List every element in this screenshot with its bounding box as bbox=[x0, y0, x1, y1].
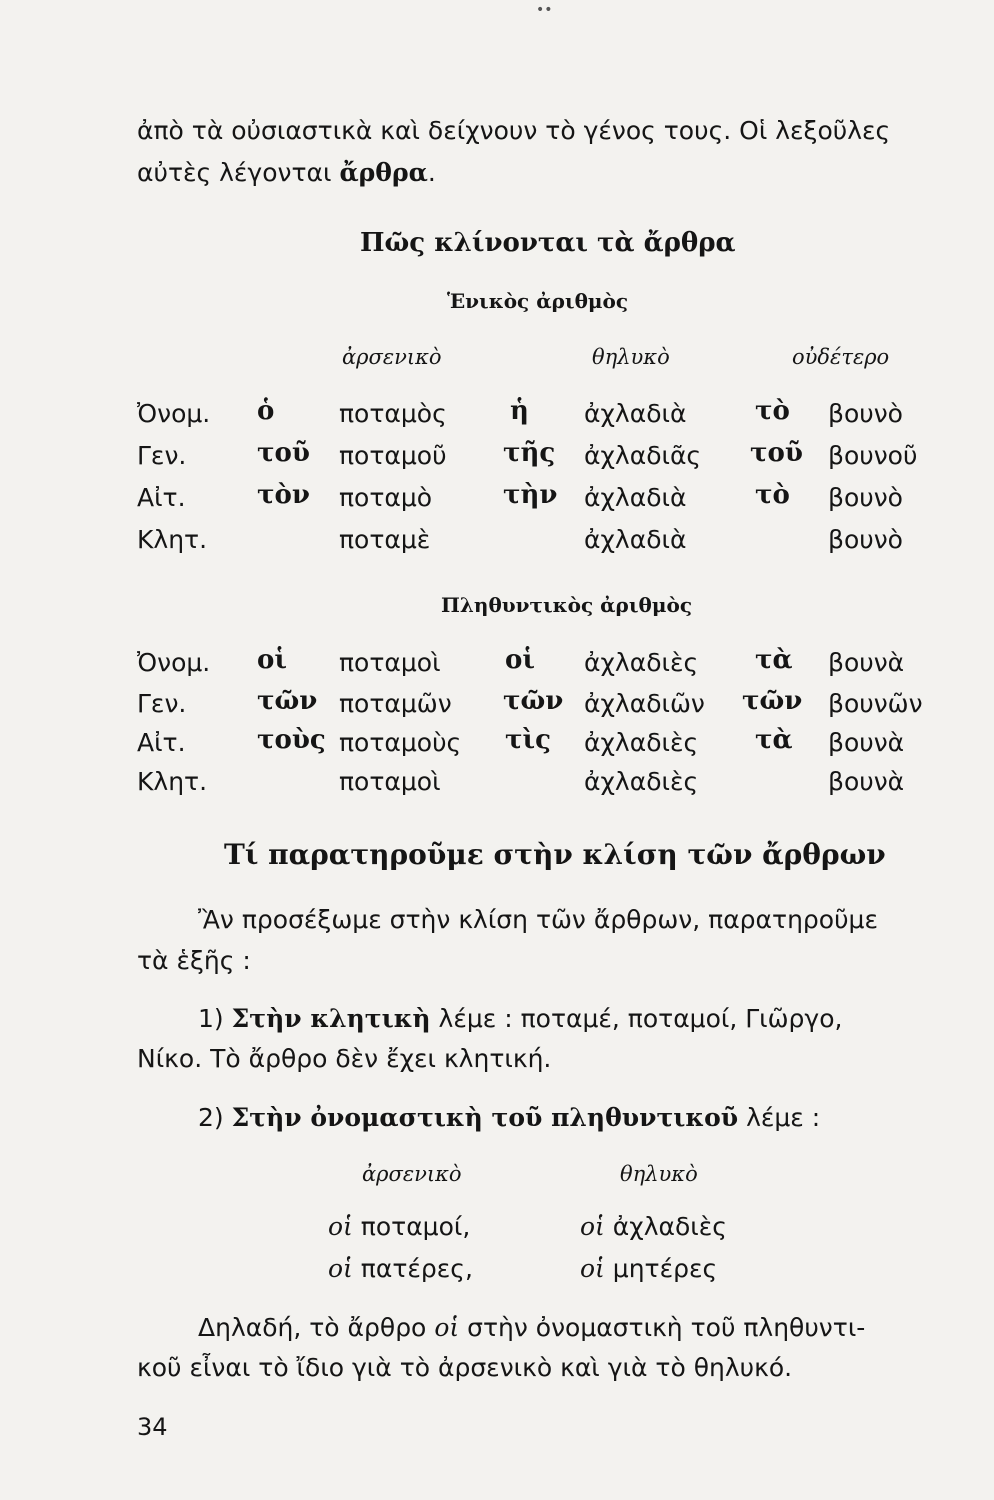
case-label: Γεν. bbox=[137, 689, 187, 718]
example-noun: ποταμοί, bbox=[352, 1212, 471, 1241]
article-masculine: ὁ bbox=[257, 396, 275, 426]
article-feminine: τῶν bbox=[503, 686, 564, 716]
observe-line-1: Ἂν προσέξωμε στὴν κλίση τῶν ἄρθρων, παρατηροῦμε bbox=[198, 905, 878, 934]
case-label: Κλητ. bbox=[137, 767, 208, 796]
intro-line-1: ἀπὸ τὰ οὐσιαστικὰ καὶ δείχνουν τὸ γένος τους. Οἱ λεξοῦλες bbox=[137, 116, 891, 145]
conclusion-text: Δηλαδή, τὸ ἄρθρο bbox=[198, 1313, 435, 1342]
noun-neuter: βουνὸ bbox=[828, 483, 903, 512]
noun-masculine: ποταμὸ bbox=[339, 483, 433, 512]
example-noun: πατέρες, bbox=[352, 1254, 473, 1283]
article-neuter: τὰ bbox=[755, 645, 793, 675]
example-gender-feminine: θηλυκὸ bbox=[620, 1162, 698, 1186]
gender-feminine: θηλυκὸ bbox=[592, 345, 670, 369]
term-arthra: ἄρθρα bbox=[339, 158, 428, 187]
article-masculine: τοῦ bbox=[257, 438, 310, 468]
noun-neuter: βουνὸ bbox=[828, 399, 903, 428]
article-neuter: τὸ bbox=[755, 480, 790, 510]
article-neuter: τὸ bbox=[755, 396, 790, 426]
plural-heading: Πληθυντικὸς ἀριθμὸς bbox=[441, 593, 693, 617]
observe-line-2: τὰ ἑξῆς : bbox=[137, 946, 251, 975]
observation-item-2 bbox=[198, 1103, 820, 1132]
gender-neuter: οὐδέτερο bbox=[792, 345, 890, 369]
noun-neuter: βουνὰ bbox=[828, 728, 905, 757]
noun-neuter: βουνὰ bbox=[828, 767, 905, 796]
article-neuter: τοῦ bbox=[750, 438, 803, 468]
observation-item-1-line-2: Νίκο. Τὸ ἄρθρο δὲν ἔχει κλητική. bbox=[137, 1044, 552, 1073]
example-row bbox=[328, 1254, 473, 1283]
noun-feminine: ἀχλαδιὰ bbox=[584, 399, 687, 428]
noun-masculine: ποταμὲ bbox=[339, 525, 431, 554]
noun-neuter: βουνὰ bbox=[828, 648, 905, 677]
article-masculine: τοὺς bbox=[257, 725, 326, 755]
example-article: οἱ bbox=[580, 1254, 605, 1283]
conclusion-line-1 bbox=[198, 1313, 865, 1342]
example-gender-masculine: ἀρσενικὸ bbox=[362, 1162, 462, 1186]
gender-masculine: ἀρσενικὸ bbox=[342, 345, 442, 369]
singular-heading: Ἑνικὸς ἀριθμὸς bbox=[447, 289, 629, 313]
conclusion-article: οἱ bbox=[434, 1313, 460, 1342]
example-noun: ἀχλαδιὲς bbox=[604, 1212, 727, 1241]
page-number: 34 bbox=[137, 1413, 168, 1441]
noun-feminine: ἀχλαδιὲς bbox=[584, 648, 699, 677]
article-feminine: ἡ bbox=[510, 396, 529, 426]
noun-neuter: βουνῶν bbox=[828, 689, 923, 718]
example-noun: μητέρες bbox=[604, 1254, 718, 1283]
example-row bbox=[580, 1212, 727, 1241]
example-row bbox=[580, 1254, 717, 1283]
article-masculine: τῶν bbox=[257, 686, 318, 716]
noun-neuter: βουνοῦ bbox=[828, 441, 918, 470]
article-feminine: τὴν bbox=[503, 480, 558, 510]
noun-neuter: βουνὸ bbox=[828, 525, 903, 554]
case-label: Γεν. bbox=[137, 441, 187, 470]
article-feminine: τῆς bbox=[503, 438, 556, 468]
noun-masculine: ποταμοῦ bbox=[339, 441, 447, 470]
top-mark: •• bbox=[536, 2, 553, 18]
intro-period: . bbox=[427, 158, 436, 187]
item-text: λέμε : bbox=[738, 1103, 821, 1132]
article-feminine: τὶς bbox=[505, 725, 551, 755]
observation-item-1 bbox=[198, 1004, 842, 1033]
case-label: Αἰτ. bbox=[137, 728, 186, 757]
conclusion-line-2: κοῦ εἶναι τὸ ἴδιο γιὰ τὸ ἀρσενικὸ καὶ γιὰ τὸ θηλυκό. bbox=[137, 1353, 793, 1382]
article-neuter: τὰ bbox=[755, 725, 793, 755]
heading-declension: Πῶς κλίνονται τὰ ἄρθρα bbox=[360, 228, 736, 258]
item-term: Στὴν ὀνομαστικὴ τοῦ πληθυντικοῦ bbox=[231, 1103, 739, 1132]
noun-masculine: ποταμοὺς bbox=[339, 728, 462, 757]
example-article: οἱ bbox=[328, 1254, 353, 1283]
item-number: 1) bbox=[198, 1004, 232, 1033]
article-feminine: οἱ bbox=[505, 645, 535, 675]
article-masculine: τὸν bbox=[257, 480, 310, 510]
noun-feminine: ἀχλαδιὰ bbox=[584, 483, 687, 512]
case-label: Ὀνομ. bbox=[137, 399, 211, 428]
noun-feminine: ἀχλαδιὲς bbox=[584, 728, 699, 757]
intro-text: αὐτὲς λέγονται bbox=[137, 158, 340, 187]
case-label: Αἰτ. bbox=[137, 483, 186, 512]
conclusion-text: στὴν ὀνομαστικὴ τοῦ πληθυντι- bbox=[459, 1313, 866, 1342]
noun-masculine: ποταμοὶ bbox=[339, 767, 441, 796]
item-number: 2) bbox=[198, 1103, 232, 1132]
item-term: Στὴν κλητικὴ bbox=[231, 1004, 431, 1033]
noun-masculine: ποταμὸς bbox=[339, 399, 447, 428]
noun-feminine: ἀχλαδιῶν bbox=[584, 689, 705, 718]
intro-line-2 bbox=[137, 158, 436, 187]
article-neuter: τῶν bbox=[742, 686, 803, 716]
example-article: οἱ bbox=[328, 1212, 353, 1241]
case-label: Ὀνομ. bbox=[137, 648, 211, 677]
example-article: οἱ bbox=[580, 1212, 605, 1241]
case-label: Κλητ. bbox=[137, 525, 208, 554]
noun-feminine: ἀχλαδιᾶς bbox=[584, 441, 702, 470]
noun-feminine: ἀχλαδιὰ bbox=[584, 525, 687, 554]
example-row bbox=[328, 1212, 470, 1241]
item-text: λέμε : ποταμέ, ποταμοί, Γιῶργο, bbox=[430, 1004, 843, 1033]
noun-masculine: ποταμῶν bbox=[339, 689, 452, 718]
noun-feminine: ἀχλαδιὲς bbox=[584, 767, 699, 796]
noun-masculine: ποταμοὶ bbox=[339, 648, 441, 677]
heading-observations: Τί παρατηροῦμε στὴν κλίση τῶν ἄρθρων bbox=[224, 838, 886, 871]
article-masculine: οἱ bbox=[257, 645, 287, 675]
